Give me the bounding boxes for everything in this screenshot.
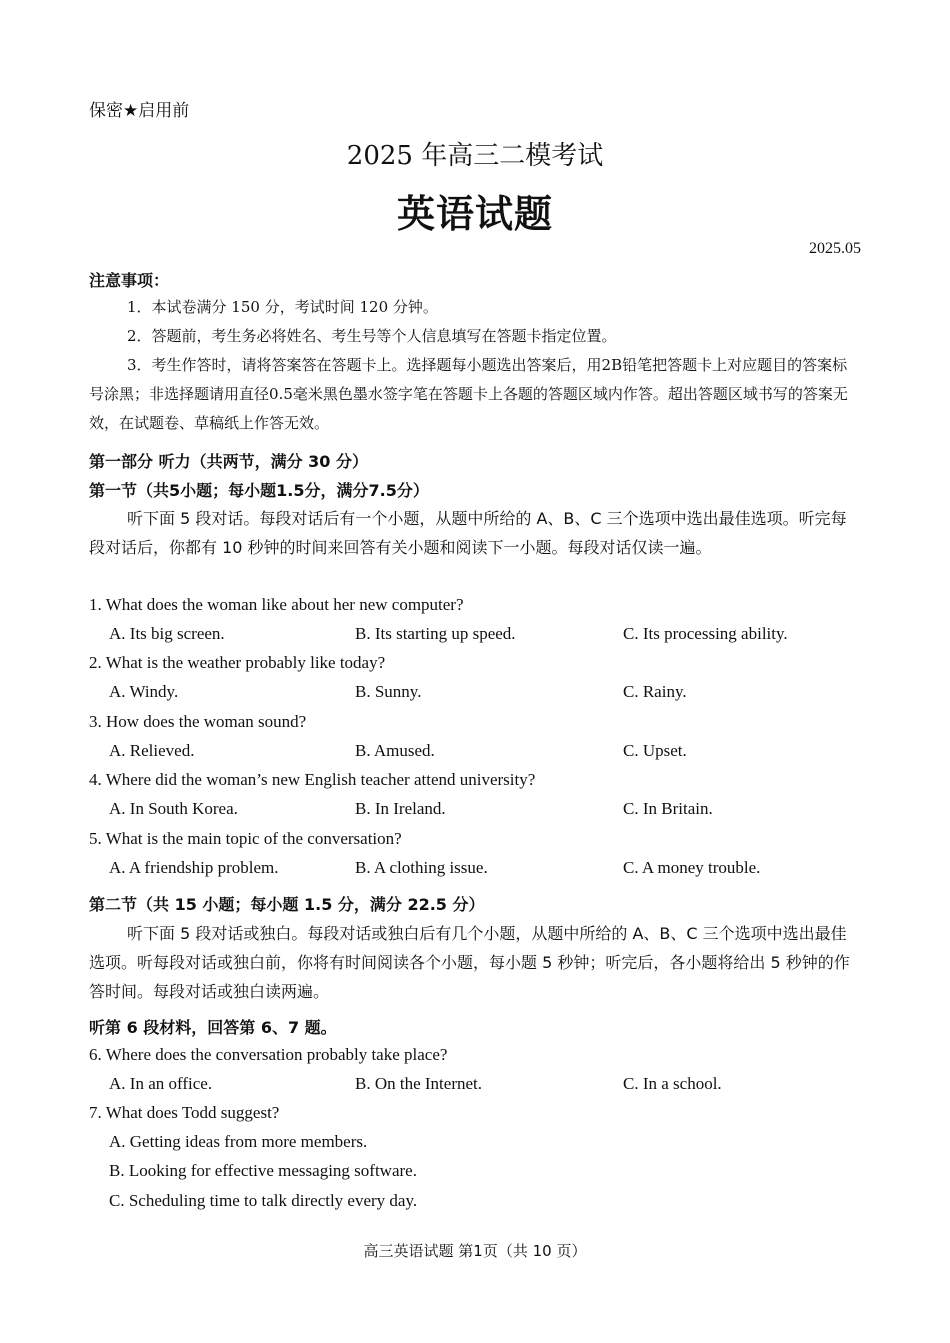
option-c: C. In Britain.: [623, 799, 713, 818]
notice-item: 2．答题前，考生务必将姓名、考生号等个人信息填写在答题卡指定位置。: [127, 327, 617, 345]
option-a: A. In an office.: [109, 1074, 213, 1093]
question-3: 3. How does the woman sound?: [89, 712, 307, 731]
option-a: A. Its big screen.: [109, 624, 225, 643]
option-a: A. Relieved.: [109, 741, 195, 760]
option-b: B. Looking for effective messaging software.: [109, 1161, 417, 1180]
option-a: A. A friendship problem.: [109, 858, 279, 877]
option-b: B. A clothing issue.: [355, 858, 488, 877]
exam-title: 2025 年高三二模考试: [346, 141, 604, 171]
notice-heading: 注意事项：: [89, 271, 170, 290]
question-7: 7. What does Todd suggest?: [89, 1103, 280, 1122]
notice-item: 3．考生作答时，请将答案答在答题卡上。选择题每小题选出答案后，用2B铅笔把答题卡上对应题目的答案标号涂黑；非选择题请用直径0.5毫米黑色墨水签字笔在答题卡上各题的答题区域内作答。超出答题区域书写的答案无效，在试题卷、草稿纸上作答无效。: [89, 356, 848, 432]
page-footer: 高三英语试题 第1页（共 10 页）: [363, 1242, 587, 1260]
option-a: A. In South Korea.: [109, 799, 238, 818]
option-c: C. In a school.: [623, 1074, 722, 1093]
question-6: 6. Where does the conversation probably take place?: [89, 1045, 448, 1064]
question-1: 1. What does the woman like about her new computer?: [89, 595, 464, 614]
option-c: C. Its processing ability.: [623, 624, 788, 643]
option-c: C. A money trouble.: [623, 858, 761, 877]
section2-instructions: 听下面 5 段对话或独白。每段对话或独白后有几个小题，从题中所给的 A、B、C 三个选项中选出最佳选项。听每段对话或独白前，你将有时间阅读各个小题，每小题 5 秒钟；听完后，各小题将给出 5 秒钟的作答时间。每段对话或独白读两遍。: [89, 924, 850, 1001]
option-b: B. Sunny.: [355, 682, 422, 701]
notice-item: 1．本试卷满分 150 分，考试时间 120 分钟。: [127, 298, 438, 316]
option-a: A. Windy.: [109, 682, 179, 701]
option-c: C. Scheduling time to talk directly every day.: [109, 1191, 418, 1210]
material-heading: 听第 6 段材料，回答第 6、7 题。: [89, 1018, 337, 1037]
option-b: B. On the Internet.: [355, 1074, 482, 1093]
section1-heading: 第一节（共5小题；每小题1.5分，满分7.5分）: [89, 481, 429, 500]
section1-instructions: 听下面 5 段对话。每段对话后有一个小题，从题中所给的 A、B、C 三个选项中选出最佳选项。听完每段对话后，你都有 10 秒钟的时间来回答有关小题和阅读下一小题。每段对话仅读一遍。: [89, 509, 847, 557]
option-b: B. Its starting up speed.: [355, 624, 516, 643]
part1-heading: 第一部分 听力（共两节，满分 30 分）: [89, 452, 368, 471]
option-c: C. Upset.: [623, 741, 687, 760]
option-c: C. Rainy.: [623, 682, 687, 701]
confidential-label: 保密★启用前: [89, 101, 190, 121]
question-4: 4. Where did the woman’s new English teacher attend university?: [89, 770, 536, 789]
option-b: B. Amused.: [355, 741, 435, 760]
subject-title: 英语试题: [396, 192, 553, 236]
section2-heading: 第二节（共 15 小题；每小题 1.5 分，满分 22.5 分）: [89, 895, 485, 914]
question-5: 5. What is the main topic of the conversation?: [89, 829, 402, 848]
option-a: A. Getting ideas from more members.: [109, 1132, 368, 1151]
exam-date: 2025.05: [809, 240, 861, 257]
option-b: B. In Ireland.: [355, 799, 446, 818]
question-2: 2. What is the weather probably like today?: [89, 653, 386, 672]
